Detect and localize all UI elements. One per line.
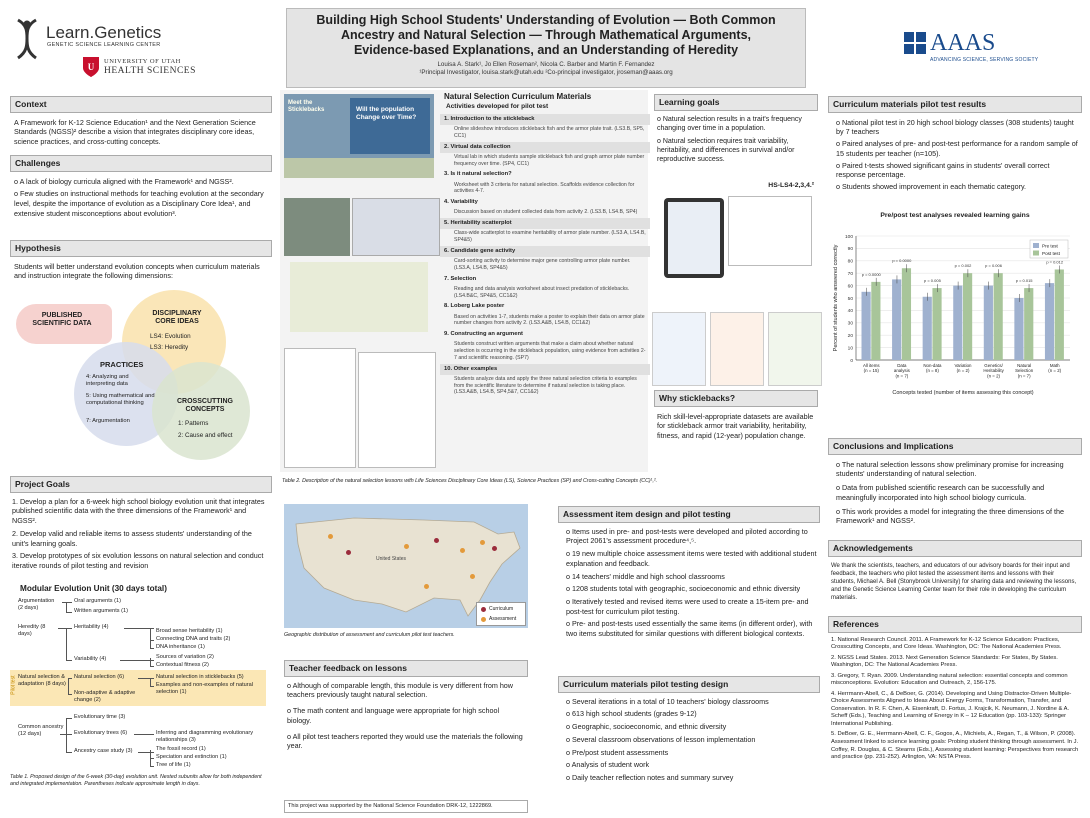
project-goals-heading: Project Goals (10, 476, 272, 493)
y-tick-label: 0 (850, 358, 853, 364)
category-label: Math (n = 2) (1048, 363, 1062, 374)
y-tick-label: 40 (847, 309, 853, 315)
why-sticklebacks-section (654, 390, 818, 446)
slideshow-label-1: Meet the Sticklebacks (288, 100, 325, 114)
chart-svg (830, 222, 1080, 432)
legend-label: Pre test (1042, 243, 1058, 249)
activity-desc: Students construct written arguments that make a claim about whether natural selection is occurring in the stickleback population, using evidence from activities 2-7 and scientific reasoning. (SP7) (454, 341, 646, 361)
category-label: Genetics/ Heritability (n = 2) (983, 363, 1004, 379)
references-section (828, 616, 1082, 769)
activity-desc: Online slideshow introduces stickleback fish and the armor plate trait. (LS3.B, SP5, CC1) (454, 126, 645, 139)
design-item: o Daily teacher reflection notes and summary survey (566, 772, 734, 782)
bar-post (1055, 269, 1064, 360)
y-tick-label: 100 (844, 234, 853, 240)
context-section (10, 96, 272, 152)
design-item: o Pre/post student assessments (566, 747, 669, 757)
x-axis-label: Concepts tested (number of items assessing this concept) (892, 390, 1034, 396)
us-map (284, 504, 528, 628)
poster-title-line3: Evidence-based Explanations, and an Understanding of Heredity (353, 43, 739, 57)
bar-pre (923, 297, 932, 360)
p-value-label: p = 0.006 (985, 263, 1002, 269)
activity-item (440, 274, 650, 302)
reference-item: 5. DeBoer, G. E., Herrmann-Abell, C. F., Gogos, A., Michiels, A., Regan, T., & Wilson, P. (2008). Assessment linked to science learning goals: Probing student thinking through assessment. In J. Coffey, R. Douglas, & C. Stearns (Eds.), Assessing student learning: Perspectives from research and practice (pp. 231-252). Arlington, VA: NSTA Press. (831, 731, 1079, 761)
p-value-label: p = 0.0000 (861, 271, 881, 277)
acknowledgements-section (828, 540, 1082, 607)
venn-practice-1: 4: Analyzing and interpreting data (86, 374, 129, 388)
curriculum-heading: Natural Selection Curriculum Materials (444, 92, 592, 101)
y-tick-label: 60 (847, 284, 853, 290)
legend-assessment: Assessment (489, 616, 517, 622)
activity-desc: Class-wide scatterplot to examine heritability of armor plate number. (LS3.A, LS4.B, SP4&5) (454, 230, 646, 244)
activity-title: 7. Selection (444, 275, 477, 282)
ack-heading: Acknowledgements (828, 540, 1082, 557)
tree-sub: Non-adaptive & adaptive change (2) (74, 690, 136, 703)
tablet-screenshot (664, 198, 724, 278)
activity-item (440, 142, 650, 170)
venn-dci-title: DISCIPLINARY CORE IDEAS (152, 310, 202, 326)
venn-published: PUBLISHED SCIENTIFIC DATA (32, 312, 92, 328)
activity-item (440, 329, 650, 363)
assessment-heading: Assessment item design and pilot testing (558, 506, 820, 523)
aaas-subtitle: ADVANCING SCIENCE, SERVING SOCIETY (930, 57, 1039, 63)
project-goals-section (10, 476, 272, 578)
shield-icon (82, 56, 100, 78)
conclusion-item: o This work provides a model for integrating the three dimensions of the Framework¹ and NGSS². (836, 506, 1064, 526)
aaas-title: AAAS (930, 30, 996, 56)
poster-title-box (286, 8, 806, 88)
tree-leaf: Sources of variation (2) (156, 654, 214, 660)
goal-item: 2. Develop valid and reliable items to assess students' understanding of the unit's learning goals. (12, 528, 252, 548)
conclusions-heading: Conclusions and Implications (828, 438, 1082, 455)
y-tick-label: 20 (847, 334, 853, 339)
category-label: Natural Selection (n = 7) (1015, 363, 1034, 379)
bar-post (932, 288, 941, 360)
design-item: o Several iterations in a total of 10 teachers' biology classrooms (566, 696, 769, 706)
tree-leaf: Contextual fitness (2) (156, 662, 209, 668)
tree-leaf: Broad sense heritability (1) (156, 628, 223, 634)
assessment-item: o 19 new multiple choice assessment items were tested with additional student explanation and feedback. (566, 549, 817, 568)
bar-pre (953, 286, 962, 360)
reference-item: 2. NGSS Lead States. 2013. Next Generation Science Standards: For States, By States. Washington, DC: The National Academies Press. (831, 654, 1058, 669)
activity-title: 2. Virtual data collection (440, 142, 650, 153)
y-tick-label: 30 (847, 321, 853, 327)
card-sort-image (652, 312, 822, 386)
tree-module: Common ancestry (12 days) (18, 724, 64, 737)
category-label: Non-data (n = 8) (923, 363, 942, 374)
goal-item: 1. Develop a plan for a 6-week high school biology evolution unit that integrates published scientific data with the three dimensions of the Framework¹ and NGSS². (12, 496, 265, 526)
legend-swatch (1033, 243, 1039, 248)
bar-post (902, 268, 911, 360)
learning-goal-item: o Natural selection requires trait variability, heritability, and differences in survival and/or reproductive success. (657, 137, 795, 164)
results-item: o Paired analyses of pre- and post-test performance for a random sample of 15 students per teacher (n=105). (836, 139, 1078, 158)
pilot-design-section (558, 676, 820, 790)
hypothesis-heading: Hypothesis (10, 240, 272, 257)
activity-desc: Based on activities 1-7, students make a poster to explain their data on armor plate number changes from activity 2. (LS3.A&B, LS4.B, CC1&2) (454, 313, 645, 327)
category-label: Variation (n = 2) (954, 363, 972, 374)
venn-cc-title: CROSSCUTTING CONCEPTS (177, 398, 233, 414)
map-caption: Geographic distribution of assessment and curriculum pilot test teachers. (284, 632, 455, 638)
learn-genetics-title: Learn.Genetics (46, 23, 162, 42)
challenge-item: o Few studies on instructional methods for teaching evolution at the secondary level, despite the importance of evolution as a Disciplinary Core Idea¹, and extensive student misconceptions about evolution³. (14, 189, 264, 218)
teacher-feedback-heading: Teacher feedback on lessons (284, 660, 528, 677)
slideshow-label-2: Will the population Change over Time? (356, 106, 417, 121)
tree-leaf: Inferring and diagramming evolutionary relationships (3) (156, 730, 254, 743)
learning-goals-section (654, 94, 818, 192)
tree-sub: Heritability (4) (74, 624, 109, 630)
tree-module: Argumentation (2 days) (18, 598, 55, 611)
assessment-item: o Items used in pre- and post-tests were developed and piloted according to Project 2061's assessment procedure⁴,⁵. (566, 526, 808, 546)
venn-dci-1: LS4: Evolution (150, 333, 191, 340)
activity-item (440, 246, 650, 274)
bar-post (1024, 288, 1033, 360)
tree-sub: Evolutionary trees (6) (74, 730, 128, 736)
tree-sub: Variability (4) (74, 656, 107, 662)
conclusion-item: o The natural selection lessons show preliminary promise for increasing students' understanding of natural selection. (836, 459, 1064, 479)
tree-leaf: Tree of life (1) (156, 762, 191, 768)
pilot-label: Pilot test (10, 675, 17, 695)
map-marker (404, 544, 409, 549)
bar-post (871, 282, 880, 360)
conclusions-section (828, 438, 1082, 533)
virtual-lab-screenshot (352, 198, 440, 256)
map-country-label: United States (376, 556, 407, 562)
modular-unit-section (10, 584, 272, 814)
bar-pre (862, 292, 871, 360)
activity-desc: Card-sorting activity to determine major gene controlling armor plate number. (LS3.A, LS4.B, SP4&5) (454, 258, 631, 271)
legend-curriculum: Curriculum (489, 606, 514, 612)
tree-sub: Oral arguments (1) (74, 598, 121, 604)
modular-unit-heading: Modular Evolution Unit (30 days total) (20, 584, 167, 593)
tree-module: Heredity (8 days) (18, 624, 46, 637)
map-marker (470, 574, 475, 579)
activity-title: 9. Constructing an argument (444, 331, 523, 338)
y-tick-label: 90 (847, 247, 853, 253)
nsf-funding-note: This project was supported by the National Science Foundation DRK-12, 1222869. (284, 800, 528, 813)
activity-title: 5. Heritability scatterplot (440, 218, 650, 229)
tree-leaf: Speciation and extinction (1) (156, 754, 227, 760)
tree-leaf: Natural selection in sticklebacks (5) (156, 674, 244, 680)
venn-cc-2: 2: Cause and effect (178, 432, 233, 439)
svg-text:U: U (87, 62, 95, 72)
laptop-screenshot (728, 196, 812, 266)
unit-tree (18, 598, 270, 768)
slideshow-fish-strip (284, 158, 434, 178)
map-marker (492, 546, 497, 551)
design-item: o 613 high school students (grades 9-12) (566, 709, 697, 719)
tree-module: Natural selection & adaptation (8 days) (18, 674, 66, 687)
activity-item (440, 169, 650, 197)
venn-dci-2: LS3: Heredity (150, 344, 189, 351)
map-marker (346, 550, 351, 555)
tree-leaf: The fossil record (1) (156, 746, 206, 752)
feedback-item: o All pilot test teachers reported they would use the materials the following year. (287, 731, 523, 751)
tree-sub: Natural selection (6) (74, 674, 125, 680)
category-label: Data analysis (n = 7) (893, 363, 910, 379)
results-chart (830, 212, 1080, 432)
authors: Louisa A. Stark¹, Jo Ellen Roseman², Nicola C. Barber and Martin F. Fernandez (437, 61, 655, 68)
results-heading: Curriculum materials pilot test results (828, 96, 1082, 113)
selection-worksheet-2 (358, 352, 436, 468)
curriculum-subheading: Activities developed for pilot test (446, 103, 549, 110)
reference-item: 4. Herrmann-Abell, C., & DeBoer, G. (2014). Developing and Using Distractor-Driven Multiple-Choice Assessments Aligned to Ideas About Energy Forms, Transformation, Transfer, and Conservation. In R. F. Chen, A. Eisenkraft, D. Fortus, J. Krajcik, K. Neumann, J. Nordine & A. Scheff (Eds.), Teaching and Learning of Energy in K – 12 Education (pp. 103-133): Springer International Publishing. (831, 690, 1072, 727)
activities-list (440, 114, 650, 398)
uu-line1: UNIVERSITY OF UTAH (104, 58, 181, 65)
poster-title-line1: Building High School Students' Understanding of Evolution — Both Common (316, 13, 776, 27)
hypothesis-text: Students will better understand evolution concepts when curriculum materials and instruction integrate the following dimensions: (14, 261, 260, 281)
activity-desc: Students analyze data and apply the three natural selection criteria to examples from the scientific literature to determine if natural selection is taking place. (LS3.A&B, LS4.B, SP4,5&7, CC1&2) (454, 375, 637, 396)
curriculum-caption: Table 2. Description of the natural selection lessons with Life Sciences Disciplinary Core Ideas (LS), Science Practices (SP) and Cross-cutting Concepts (CC)¹,². (282, 478, 658, 484)
activity-item (440, 301, 650, 329)
y-tick-label: 70 (847, 272, 853, 277)
y-tick-label: 10 (847, 346, 853, 352)
selection-worksheet-1 (284, 348, 356, 468)
activity-title: 4. Variability (444, 199, 478, 206)
why-text: Rich skill-level-appropriate datasets are available for stickleback armor trait variability, heritability, fitness, and rapid (12-year) population change. (657, 411, 814, 441)
context-heading: Context (10, 96, 272, 113)
challenge-item: o A lack of biology curricula aligned with the Framework¹ and NGSS². (14, 176, 234, 186)
aaas-logo (904, 28, 1064, 68)
category-label: All items (n = 15) (862, 363, 880, 374)
design-item: o Several classroom observations of lesson implementation (566, 734, 756, 744)
assessment-item: o 14 teachers' middle and high school classrooms (566, 571, 725, 581)
p-value-label: p = 0.012 (1046, 259, 1064, 265)
feedback-item: o Although of comparable length, this module is very different from how teachers previously taught natural selection. (287, 680, 513, 700)
results-item: o National pilot test in 20 high school biology classes (308 students) taught by 7 teachers (836, 117, 1074, 137)
university-of-utah-logo (82, 56, 232, 82)
tree-sub: Ancestry case study (3) (74, 748, 133, 754)
map-marker (460, 548, 465, 553)
dna-icon (14, 18, 40, 60)
learning-goals-code: HS-LS4-2,3,4.² (768, 182, 814, 189)
y-tick-label: 80 (847, 259, 853, 265)
reference-item: 3. Gregory, T. Ryan. 2009. Understanding natural selection: essential concepts and common misconceptions. Evolution: Education and Outreach, 2, 156-175. (831, 672, 1068, 687)
venn-cc-1: 1: Patterns (178, 420, 209, 427)
activity-item (440, 114, 650, 142)
aaas-mark (904, 32, 926, 54)
tree-sub: Evolutionary time (3) (74, 714, 126, 720)
p-value-label: p = 0.005 (924, 278, 941, 284)
stickleback-slideshow-image (284, 94, 434, 178)
activity-title: 3. Is it natural selection? (444, 171, 512, 178)
results-section (828, 96, 1082, 199)
tree-leaf: Examples and non-examples of natural selection (1) (156, 682, 254, 695)
map-marker (434, 538, 439, 543)
activity-desc: Worksheet with 3 criteria for natural selection. Scaffolds evidence collection for activities 4-7. (454, 181, 635, 195)
affiliations: ¹Principal Investigator, louisa.stark@utah.edu ²Co-principal investigator, jroseman@aaas.org (419, 68, 673, 76)
why-heading: Why sticklebacks? (654, 390, 818, 407)
activity-item (440, 218, 650, 246)
assessment-item: o Pre- and post-tests used essentially the same items (in different order), with two items substituted for similar questions with different biological contexts. (566, 619, 813, 639)
legend-label: Post test (1042, 250, 1060, 256)
activity-desc: Discussion based on student collected data from activity 2. (LS3.B, LS4.B, SP4) (454, 209, 638, 216)
teacher-feedback-section (284, 660, 528, 758)
unit-caption: Table 1. Proposed design of the 6-week (30-day) evolution unit. Nested subunits allow for both independent and integrated implementation. Parentheses indicate approximate length in days. (10, 774, 262, 787)
assessment-section (558, 506, 820, 646)
uu-line2: HEALTH SCIENCES (104, 66, 196, 76)
learn-genetics-subtitle: GENETIC SCIENCE LEARNING CENTER (47, 42, 161, 48)
activity-item (440, 364, 650, 398)
learning-goal-item: o Natural selection results in a trait's frequency changing over time in a population. (657, 115, 802, 133)
activity-desc: Reading and data analysis worksheet about insect predation of sticklebacks. (LS4.B&C, SP4&5, CC1&2) (454, 285, 630, 299)
results-item: o Students showed improvement in each thematic category. (836, 181, 1027, 191)
bar-pre (984, 286, 993, 360)
activity-title: 8. Loberg Lake poster (444, 303, 505, 310)
map-legend (476, 602, 526, 626)
curriculum-section (280, 90, 648, 472)
map-marker (424, 584, 429, 589)
challenges-heading: Challenges (10, 155, 272, 172)
feedback-item: o The math content and language were appropriate for high school biology. (287, 706, 500, 725)
ack-text: We thank the scientists, teachers, and educators of our advisory boards for their input and feedback, the teachers who pilot tested the assessment items and lessons with their students, Michael A. Bell (Stonybrook University) for sharing data and reviewing the lessons, and the Genetic Science Learning Center team for their role in developing the curriculum materials. (831, 562, 1077, 601)
design-heading: Curriculum materials pilot testing design (558, 676, 820, 693)
challenges-section (10, 155, 272, 227)
chart-title: Pre/post test analyses revealed learning gains (880, 212, 1030, 219)
activity-title: 6. Candidate gene activity (440, 246, 650, 257)
venn-practices-title: PRACTICES (100, 360, 144, 369)
p-value-label: p = 0.0000 (892, 258, 912, 264)
hypothesis-section (10, 240, 272, 470)
assessment-item: o 1208 students total with geographic, socioeconomic and ethnic diversity (566, 584, 801, 594)
y-axis-label: Percent of students who answered correctly (833, 244, 839, 352)
activity-desc: Virtual lab in which students sample stickleback fish and graph armor plate number frequency over time. (SP4, CC1) (454, 153, 645, 167)
tree-sub: Written arguments (1) (74, 608, 128, 614)
map-marker (480, 540, 485, 545)
venn-practice-3: 7: Argumentation (86, 418, 130, 424)
bar-post (963, 273, 972, 360)
bar-pre (1014, 298, 1023, 360)
context-text: A Framework for K-12 Science Education¹ and the Next Generation Science Standards (NGSS)² describe a vision that integrates disciplinary core ideas, science practices, and cross-cutting concepts. (14, 117, 256, 147)
learn-genetics-logo (14, 18, 274, 60)
y-tick-label: 50 (847, 296, 853, 302)
venn-practice-2: 5: Using mathematical and computational thinking (86, 393, 155, 407)
p-value-label: p = 0.015 (1015, 278, 1033, 284)
activity-item (440, 197, 650, 218)
activity-title: 10. Other examples (440, 364, 650, 375)
p-value-label: p = 0.002 (954, 263, 972, 269)
conclusion-item: o Data from published scientific research can be successfully and meaningfully incorporated into high school biology curricula. (836, 483, 1045, 502)
venn-diagram (10, 290, 272, 470)
poster-title-line2: Ancestry and Natural Selection — Through Mathematical Arguments, (340, 28, 752, 42)
assessment-item: o Iteratively tested and revised items were used to create a 15-item pre- and post-test for curriculum pilot testing. (566, 596, 809, 616)
map-marker (328, 534, 333, 539)
activity-title: 1. Introduction to the stickleback (440, 114, 650, 125)
results-item: o Paired t-tests showed significant gains in students' overall correct response percentage. (836, 160, 1050, 180)
learning-goals-heading: Learning goals (654, 94, 818, 111)
bar-pre (1045, 283, 1054, 360)
design-item: o Geographic, socioeconomic, and ethnic diversity (566, 722, 727, 732)
references-heading: References (828, 616, 1082, 633)
tree-leaf: DNA inheritance (1) (156, 644, 205, 650)
goal-item: 3. Develop prototypes of six evolution lessons on natural selection and conduct iterative rounds of pilot testing and revision (12, 551, 264, 570)
fish-diagram (290, 262, 428, 332)
bar-post (994, 273, 1003, 360)
tree-leaf: Connecting DNA and traits (2) (156, 636, 231, 642)
design-item: o Analysis of student work (566, 760, 650, 770)
legend-swatch (1033, 251, 1039, 256)
classroom-photo (284, 198, 350, 256)
reference-item: 1. National Research Council. 2011. A Framework for K-12 Science Education: Practices, Crosscutting Concepts, and Core Ideas. Washington, DC: The National Academies Press. (831, 636, 1062, 651)
bar-pre (892, 279, 901, 360)
